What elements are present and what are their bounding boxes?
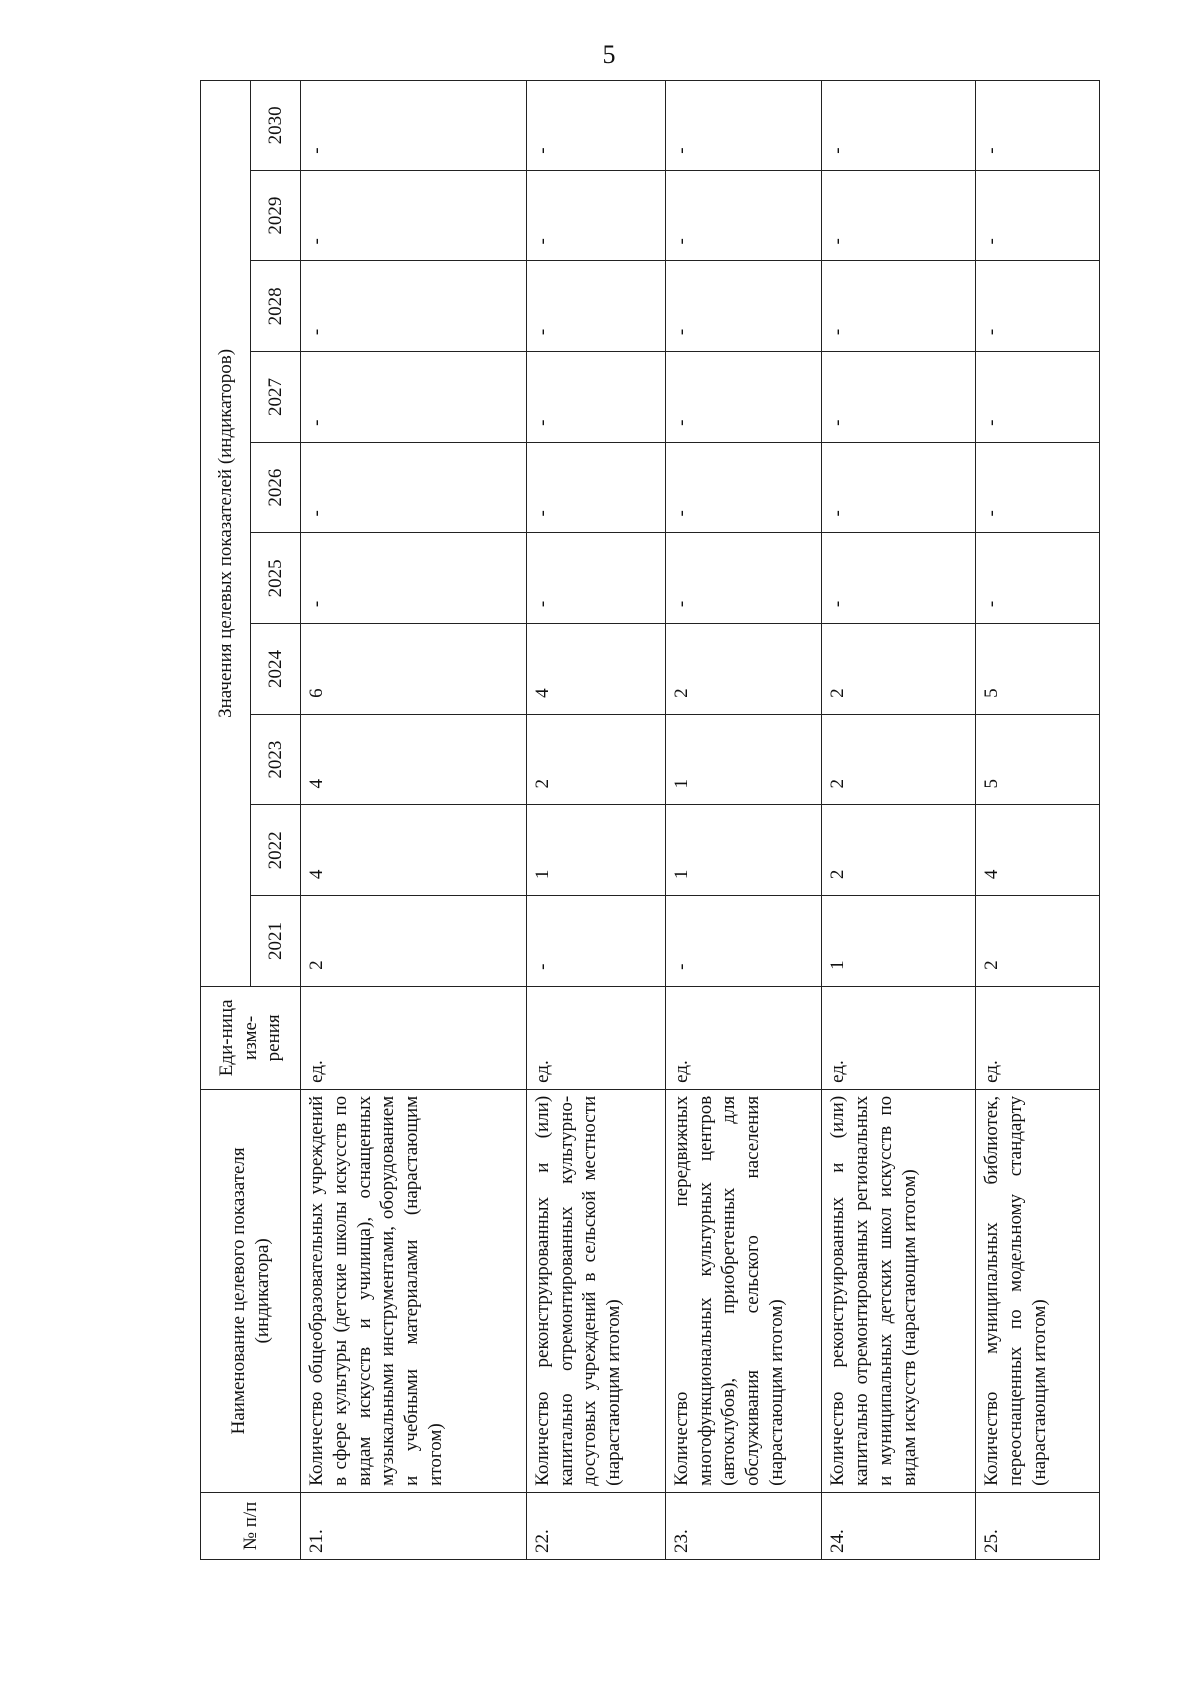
indicator-name: Количество реконструированных и (или) капитально отремонтированных региональных и муниципальных детских школ искусств по видам искусств (нарастающим итогом) bbox=[822, 1089, 976, 1492]
value-cell: 2 bbox=[822, 624, 976, 715]
value-cell: - bbox=[526, 533, 665, 624]
value-cell: - bbox=[976, 533, 1100, 624]
value-cell: 4 bbox=[301, 714, 527, 805]
value-cell: 2 bbox=[665, 624, 822, 715]
value-cell: - bbox=[822, 81, 976, 171]
value-cell: 2 bbox=[301, 896, 527, 987]
value-cell: - bbox=[301, 261, 527, 352]
value-cell: - bbox=[822, 170, 976, 261]
header-year: 2021 bbox=[251, 896, 301, 987]
header-year: 2026 bbox=[251, 442, 301, 533]
value-cell: - bbox=[976, 81, 1100, 171]
value-cell: - bbox=[526, 352, 665, 443]
value-cell: 5 bbox=[976, 714, 1100, 805]
indicators-table bbox=[200, 80, 1100, 1560]
header-year: 2022 bbox=[251, 805, 301, 896]
row-number: 22. bbox=[526, 1492, 665, 1559]
value-cell: - bbox=[976, 352, 1100, 443]
row-number: 21. bbox=[301, 1492, 527, 1559]
header-year: 2023 bbox=[251, 714, 301, 805]
value-cell: - bbox=[976, 170, 1100, 261]
table-row bbox=[976, 81, 1100, 1560]
value-cell: - bbox=[822, 261, 976, 352]
value-cell: - bbox=[665, 896, 822, 987]
indicator-name: Количество реконструированных и (или) капитально отремонтированных культурно-досуговых учреждений в сельской местности (нарастающим итогом) bbox=[526, 1089, 665, 1492]
value-cell: - bbox=[301, 533, 527, 624]
value-cell: - bbox=[822, 442, 976, 533]
unit-cell: ед. bbox=[665, 986, 822, 1089]
page-number: 5 bbox=[602, 40, 616, 69]
value-cell: - bbox=[822, 352, 976, 443]
header-unit: Еди-ница изме-рения bbox=[201, 986, 301, 1089]
value-cell: - bbox=[526, 896, 665, 987]
value-cell: 1 bbox=[665, 714, 822, 805]
value-cell: - bbox=[665, 170, 822, 261]
unit-cell: ед. bbox=[301, 986, 527, 1089]
row-number: 24. bbox=[822, 1492, 976, 1559]
value-cell: - bbox=[665, 81, 822, 171]
value-cell: 2 bbox=[526, 714, 665, 805]
value-cell: - bbox=[301, 442, 527, 533]
value-cell: 4 bbox=[526, 624, 665, 715]
unit-cell: ед. bbox=[822, 986, 976, 1089]
header-values-group: Значения целевых показателей (индикаторов) bbox=[201, 81, 251, 987]
row-number: 23. bbox=[665, 1492, 822, 1559]
table-row bbox=[301, 81, 527, 1560]
unit-cell: ед. bbox=[526, 986, 665, 1089]
value-cell: - bbox=[526, 170, 665, 261]
indicator-name: Количество передвижных многофункциональных культурных центров (автоклубов), приобретенных для обслуживания сельского населения (нарастающим итогом) bbox=[665, 1089, 822, 1492]
value-cell: - bbox=[665, 352, 822, 443]
value-cell: 2 bbox=[976, 896, 1100, 987]
value-cell: - bbox=[665, 533, 822, 624]
table-row bbox=[526, 81, 665, 1560]
value-cell: - bbox=[526, 81, 665, 171]
header-year: 2025 bbox=[251, 533, 301, 624]
value-cell: 4 bbox=[301, 805, 527, 896]
indicator-name: Количество общеобразовательных учреждений в сфере культуры (детские школы искусств по видам искусств и училища), оснащенных музыкальными инструментами, оборудованием и учебными материалами (нарастающим итогом) bbox=[301, 1089, 527, 1492]
value-cell: 1 bbox=[526, 805, 665, 896]
table-body bbox=[301, 81, 1100, 1560]
header-name: Наименование целевого показателя (индикатора) bbox=[201, 1089, 301, 1492]
value-cell: - bbox=[822, 533, 976, 624]
indicator-name: Количество муниципальных библиотек, переоснащенных по модельному стандарту (нарастающим итогом) bbox=[976, 1089, 1100, 1492]
value-cell: - bbox=[526, 442, 665, 533]
rotated-table-container bbox=[200, 80, 1100, 1560]
unit-cell: ед. bbox=[976, 986, 1100, 1089]
table-row bbox=[822, 81, 976, 1560]
header-year: 2024 bbox=[251, 624, 301, 715]
header-year: 2027 bbox=[251, 352, 301, 443]
table-row bbox=[665, 81, 822, 1560]
header-num: № п/п bbox=[201, 1492, 301, 1559]
value-cell: - bbox=[301, 352, 527, 443]
value-cell: 1 bbox=[665, 805, 822, 896]
header-year: 2029 bbox=[251, 170, 301, 261]
value-cell: 4 bbox=[976, 805, 1100, 896]
value-cell: - bbox=[976, 261, 1100, 352]
value-cell: - bbox=[665, 442, 822, 533]
value-cell: 6 bbox=[301, 624, 527, 715]
value-cell: - bbox=[976, 442, 1100, 533]
header-year: 2028 bbox=[251, 261, 301, 352]
value-cell: - bbox=[301, 81, 527, 171]
value-cell: 2 bbox=[822, 714, 976, 805]
value-cell: - bbox=[301, 170, 527, 261]
value-cell: 2 bbox=[822, 805, 976, 896]
value-cell: - bbox=[526, 261, 665, 352]
value-cell: 5 bbox=[976, 624, 1100, 715]
row-number: 25. bbox=[976, 1492, 1100, 1559]
value-cell: 1 bbox=[822, 896, 976, 987]
header-year: 2030 bbox=[251, 81, 301, 171]
value-cell: - bbox=[665, 261, 822, 352]
